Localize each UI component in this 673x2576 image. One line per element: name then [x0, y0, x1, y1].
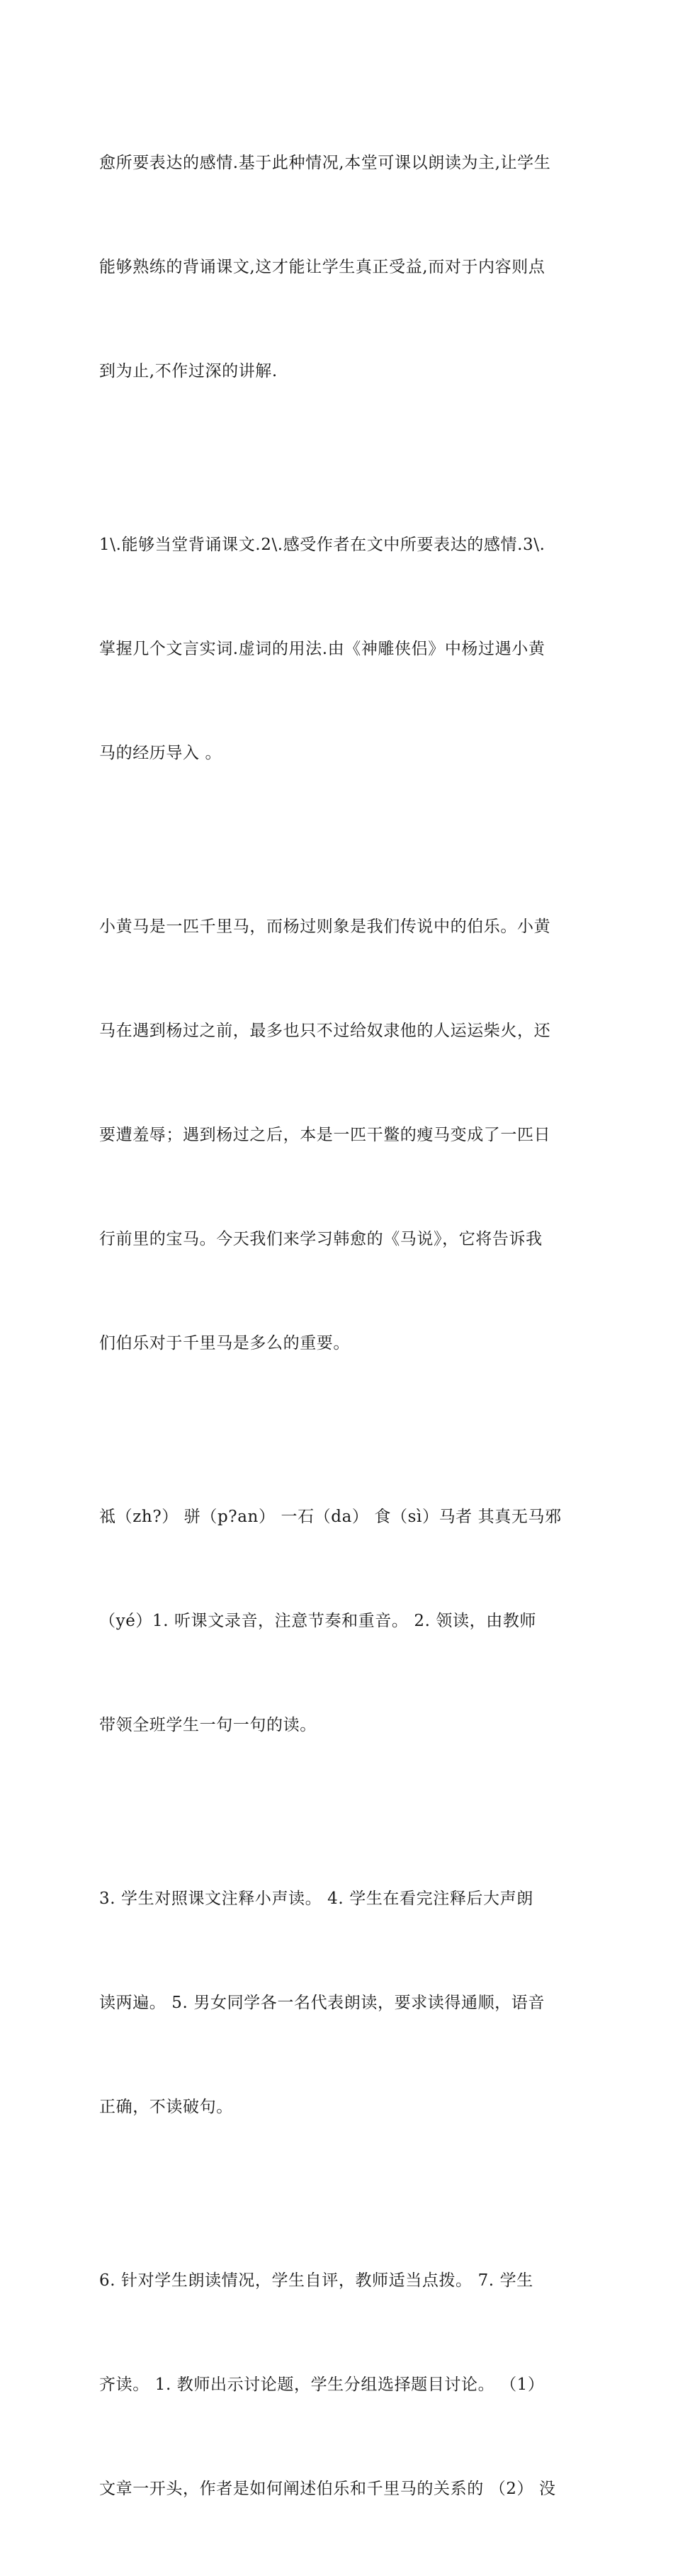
paragraph-3: [99, 840, 588, 1430]
text-line: 们伯乐对于千里马是多么的重要。: [99, 1334, 350, 1352]
paragraph-4: [99, 1430, 588, 1812]
text-line: 文章一开头，作者是如何阐述伯乐和千里马的关系的 （2） 没: [99, 2480, 556, 2498]
text-line: 掌握几个文言实词.虚词的用法.由《神雕侠侣》中杨过遇小黄: [99, 640, 545, 658]
text-line: 行前里的宝马。今天我们来学习韩愈的《马说》，它将告诉我: [99, 1230, 543, 1248]
text-line: 齐读。 1. 教师出示讨论题，学生分组选择题目讨论。 （1）: [99, 2376, 545, 2394]
text-line: 1\.能够当堂背诵课文.2\.感受作者在文中所要表达的感情.3\.: [99, 536, 545, 554]
paragraph-1: [99, 77, 588, 458]
text-line: 要遭羞辱；遇到杨过之后，本是一匹干鳖的瘦马变成了一匹日: [99, 1126, 551, 1144]
text-line: 到为止,不作过深的讲解.: [99, 362, 278, 380]
text-line: 6. 针对学生朗读情况，学生自评，教师适当点拨。 7. 学生: [99, 2271, 533, 2290]
text-line: 愈所要表达的感情.基于此种情况,本堂可课以朗读为主,让学生: [99, 154, 551, 172]
paragraph-2: [99, 458, 588, 840]
paragraph-6: [99, 2194, 588, 2576]
text-line: （yé）1. 听课文录音，注意节奏和重音。 2. 领读，由教师: [99, 1612, 537, 1630]
text-line: 马在遇到杨过之前，最多也只不过给奴隶他的人运运柴火，还: [99, 1022, 551, 1040]
text-line: 带领全班学生一句一句的读。: [99, 1716, 317, 1734]
document-body: [99, 77, 588, 2576]
text-line: 3. 学生对照课文注释小声读。 4. 学生在看完注释后大声朗: [99, 1889, 533, 1908]
text-line: 能够熟练的背诵课文,这才能让学生真正受益,而对于内容则点: [99, 258, 545, 276]
text-line: 祗（zh?） 骈（p?an） 一石（da） 食（sì）马者 其真无马邪: [99, 1508, 562, 1526]
text-line: 马的经历导入 。: [99, 744, 222, 762]
text-line: 读两遍。 5. 男女同学各一名代表朗读，要求读得通顺，语音: [99, 1994, 545, 2012]
paragraph-5: [99, 1812, 588, 2194]
text-line: 正确，不读破句。: [99, 2098, 233, 2116]
text-line: 小黄马是一匹千里马，而杨过则象是我们传说中的伯乐。小黄: [99, 917, 551, 936]
